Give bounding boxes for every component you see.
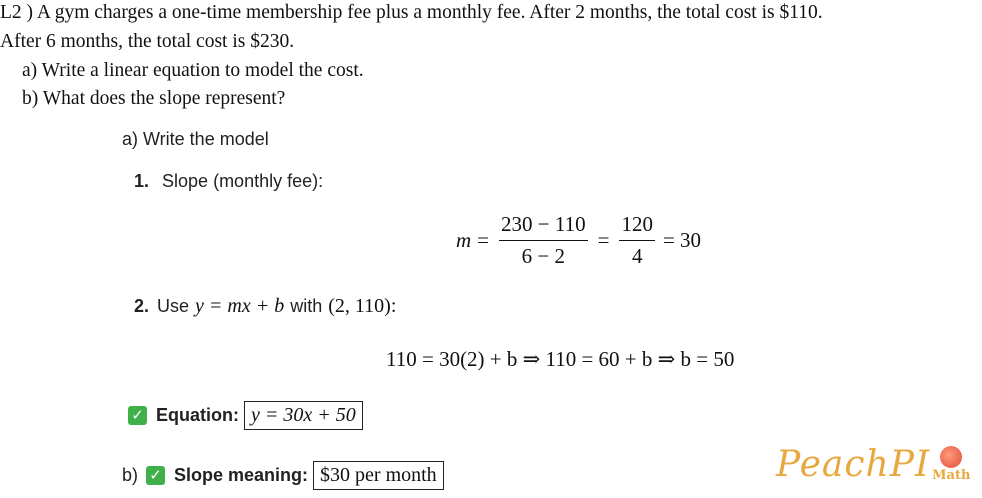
step-2-prefix: Use <box>157 296 190 316</box>
step-1-number: 1. <box>134 171 150 191</box>
slope-fraction-1-denominator: 6 − 2 <box>521 244 565 269</box>
slope-fraction-2-numerator: 120 <box>621 212 653 236</box>
slope-fraction-2-denominator: 4 <box>631 244 643 269</box>
step-1 <box>134 171 323 192</box>
logo-subtext: Math <box>932 468 971 483</box>
check-icon: ✓ <box>128 406 147 425</box>
logo-mark <box>932 446 970 483</box>
peach-icon <box>940 446 962 468</box>
logo-text: PeachPI <box>776 444 931 485</box>
equation-answer-box: y = 30x + 50 <box>244 401 363 430</box>
check-icon: ✓ <box>146 466 165 485</box>
slope-equals-2: = <box>597 228 610 253</box>
slope-variable: m <box>456 228 472 253</box>
slope-fraction-2 <box>619 212 655 269</box>
step-2 <box>134 295 396 318</box>
peachpi-logo <box>776 444 970 485</box>
problem-line-1: L2 ) A gym charges a one-time membership fee plus a monthly fee. After 2 months, the total cost is $110. <box>0 2 823 23</box>
slope-meaning-row <box>122 461 444 490</box>
step-2-mid: with <box>290 296 323 316</box>
part-a-heading: a) Write the model <box>122 129 269 149</box>
problem-part-a: a) Write a linear equation to model the cost. <box>22 60 364 81</box>
slope-result: = 30 <box>662 228 702 253</box>
slope-fraction-1 <box>499 212 588 269</box>
slope-equals: = <box>477 228 490 253</box>
slope-formula <box>456 212 701 269</box>
equation-row <box>128 401 363 430</box>
step-2-formula: y = mx + b <box>195 295 285 317</box>
problem-line-2: After 6 months, the total cost is $230. <box>0 31 295 52</box>
slope-meaning-answer-box: $30 per month <box>313 461 444 490</box>
step-2-number: 2. <box>134 296 150 316</box>
step-1-label: Slope (monthly fee): <box>162 171 324 191</box>
step-2-point: (2, 110): <box>328 295 397 317</box>
intercept-derivation: 110 = 30(2) + b ⇒ 110 = 60 + b ⇒ b = 50 <box>386 347 735 371</box>
problem-part-b: b) What does the slope represent? <box>22 88 286 109</box>
slope-meaning-label: Slope meaning: <box>174 465 309 485</box>
equation-label: Equation: <box>156 405 239 425</box>
part-b-prefix: b) <box>122 465 139 485</box>
slope-fraction-1-numerator: 230 − 110 <box>501 212 586 236</box>
